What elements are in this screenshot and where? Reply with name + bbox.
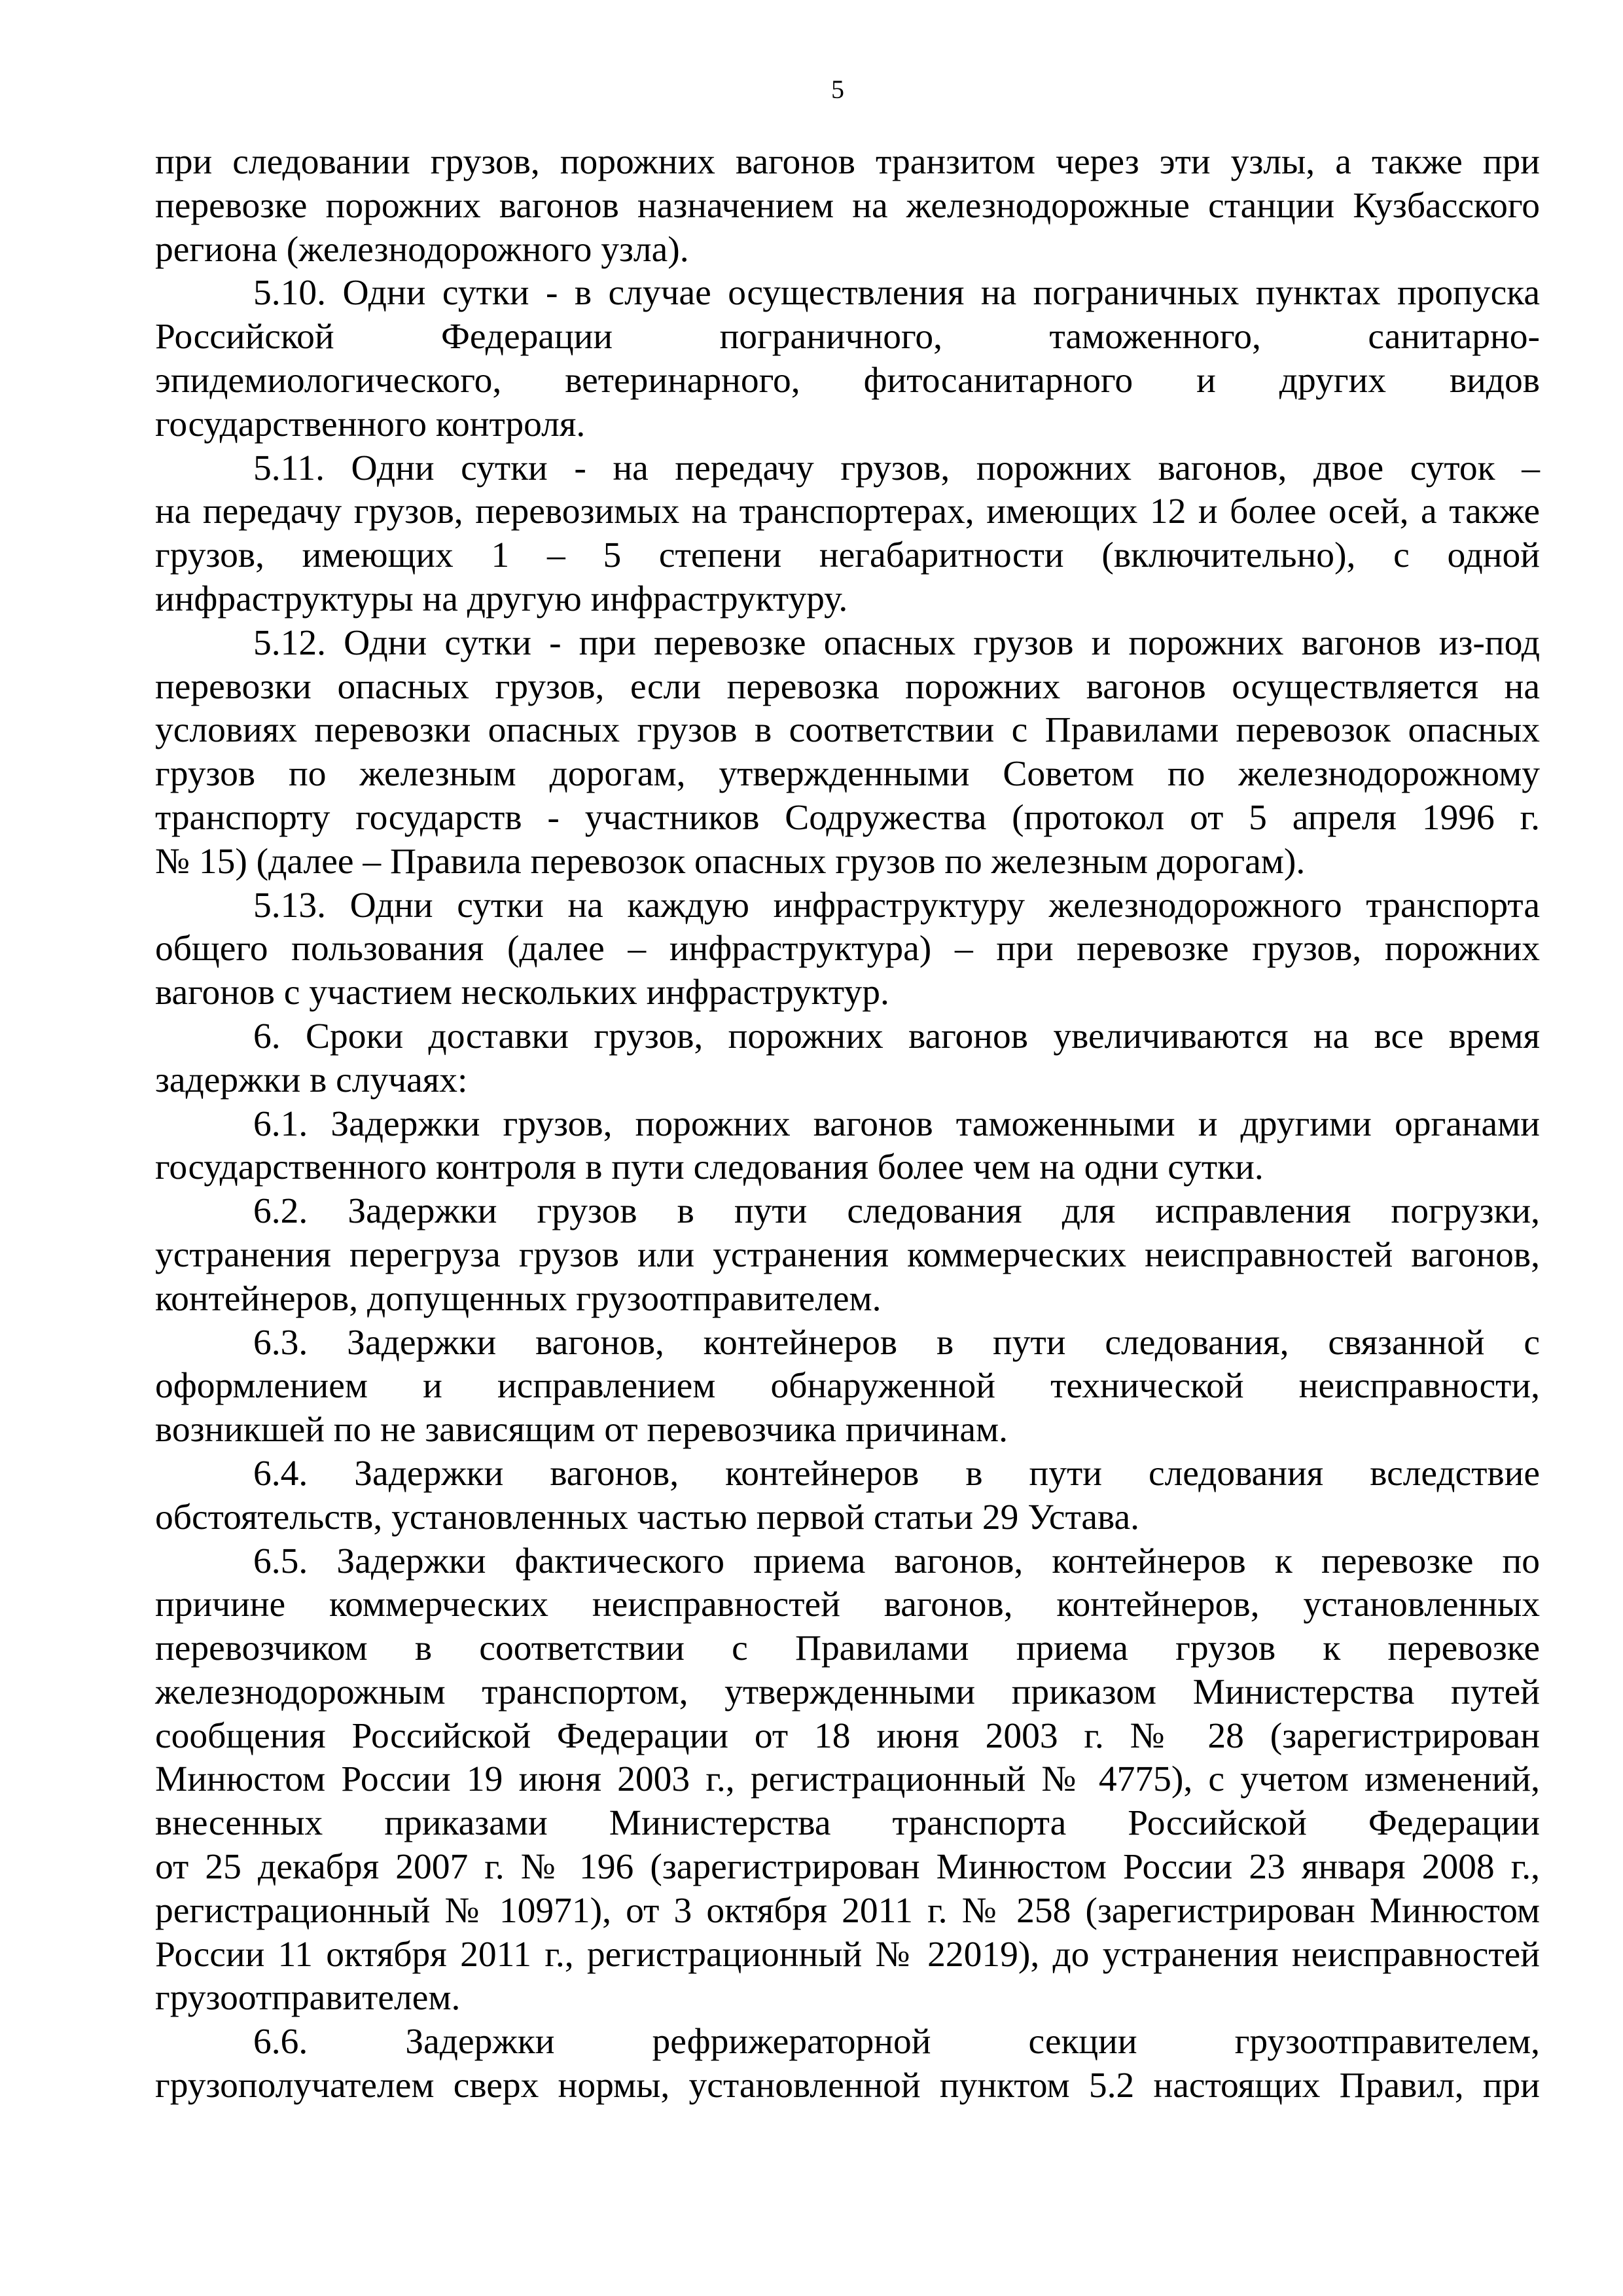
text-line: перевозки опасных грузов, если перевозка порожних вагонов осуществляется на <box>155 666 1540 707</box>
text-line: транспорту государств - участников Содружества (протокол от 5 апреля 1996 г. <box>155 797 1540 838</box>
text-line: № 15) (далее – Правила перевозок опасных грузов по железным дорогам). <box>155 841 1306 882</box>
text-line: регистрационный № 10971), от 3 октября 2011 г. № 258 (зарегистрирован Минюстом <box>155 1890 1540 1931</box>
text-line: задержки в случаях: <box>155 1060 468 1100</box>
text-line: перевозке порожних вагонов назначением на железнодорожные станции Кузбасского <box>155 185 1540 226</box>
text-line: на передачу грузов, перевозимых на транспортерах, имеющих 12 и более осей, а также <box>155 492 1540 532</box>
text-line: железнодорожным транспортом, утвержденными приказом Министерства путей <box>155 1672 1540 1712</box>
text-line: грузов, имеющих 1 – 5 степени негабаритности (включительно), с одной <box>155 535 1540 576</box>
text-line: общего пользования (далее – инфраструктура) – при перевозке грузов, порожних <box>155 929 1540 969</box>
text-line: грузополучателем сверх нормы, установленной пунктом 5.2 настоящих Правил, при <box>155 2066 1540 2106</box>
text-line: причине коммерческих неисправностей вагонов, контейнеров, установленных <box>155 1585 1540 1625</box>
text-line: 5.10. Одни сутки - в случае осуществления на пограничных пунктах пропуска <box>253 273 1540 314</box>
text-line: возникшей по не зависящим от перевозчика причинам. <box>155 1410 1008 1450</box>
text-line: оформлением и исправлением обнаруженной технической неисправности, <box>155 1366 1540 1407</box>
text-line: 6.2. Задержки грузов в пути следования для исправления погрузки, <box>253 1191 1540 1232</box>
text-line: грузов по железным дорогам, утвержденными Советом по железнодорожному <box>155 754 1540 795</box>
text-line: 5.13. Одни сутки на каждую инфраструктуру железнодорожного транспорта <box>253 885 1540 925</box>
text-line: 6. Сроки доставки грузов, порожних вагонов увеличиваются на все время <box>253 1016 1540 1056</box>
text-line: от 25 декабря 2007 г. № 196 (зарегистрирован Минюстом России 23 января 2008 г., <box>155 1847 1540 1888</box>
text-line: 6.5. Задержки фактического приема вагонов, контейнеров к перевозке по <box>253 1541 1540 1581</box>
text-line: вагонов с участием нескольких инфраструктур. <box>155 973 889 1013</box>
text-line: государственного контроля. <box>155 404 586 444</box>
text-line: государственного контроля в пути следования более чем на одни сутки. <box>155 1147 1264 1188</box>
text-line: внесенных приказами Министерства транспорта Российской Федерации <box>155 1803 1540 1844</box>
text-line: сообщения Российской Федерации от 18 июня 2003 г. № 28 (зарегистрирован <box>155 1715 1540 1756</box>
text-line: России 11 октября 2011 г., регистрационный № 22019), до устранения неисправностей <box>155 1934 1540 1975</box>
text-line: грузоотправителем. <box>155 1978 461 2018</box>
text-line: 6.3. Задержки вагонов, контейнеров в пути следования, связанной с <box>253 1322 1540 1363</box>
text-line: Российской Федерации пограничного, таможенного, санитарно- <box>155 317 1540 357</box>
document-body <box>155 141 1540 2108</box>
text-line: при следовании грузов, порожних вагонов транзитом через эти узлы, а также при <box>155 142 1540 182</box>
text-line: региона (железнодорожного узла). <box>155 229 689 270</box>
text-line: обстоятельств, установленных частью первой статьи 29 Устава. <box>155 1497 1140 1537</box>
text-line: контейнеров, допущенных грузоотправителем. <box>155 1278 882 1319</box>
text-line: эпидемиологического, ветеринарного, фитосанитарного и других видов <box>155 360 1540 401</box>
text-line: 5.11. Одни сутки - на передачу грузов, порожних вагонов, двое суток – <box>253 448 1540 488</box>
text-line: условиях перевозки опасных грузов в соответствии с Правилами перевозок опасных <box>155 710 1540 751</box>
text-line: 5.12. Одни сутки - при перевозке опасных грузов и порожних вагонов из-под <box>253 622 1540 663</box>
text-line: инфраструктуры на другую инфраструктуру. <box>155 579 848 619</box>
text-line: 6.4. Задержки вагонов, контейнеров в пути следования вследствие <box>253 1453 1540 1494</box>
text-line: 6.1. Задержки грузов, порожних вагонов таможенными и другими органами <box>253 1103 1540 1144</box>
text-line: Минюстом России 19 июня 2003 г., регистрационный № 4775), с учетом изменений, <box>155 1759 1540 1800</box>
text-line: перевозчиком в соответствии с Правилами приема грузов к перевозке <box>155 1628 1540 1669</box>
page-number: 5 <box>831 75 844 104</box>
text-line: 6.6. Задержки рефрижераторной секции грузоотправителем, <box>253 2022 1540 2062</box>
text-line: устранения перегруза грузов или устранения коммерческих неисправностей вагонов, <box>155 1234 1540 1275</box>
